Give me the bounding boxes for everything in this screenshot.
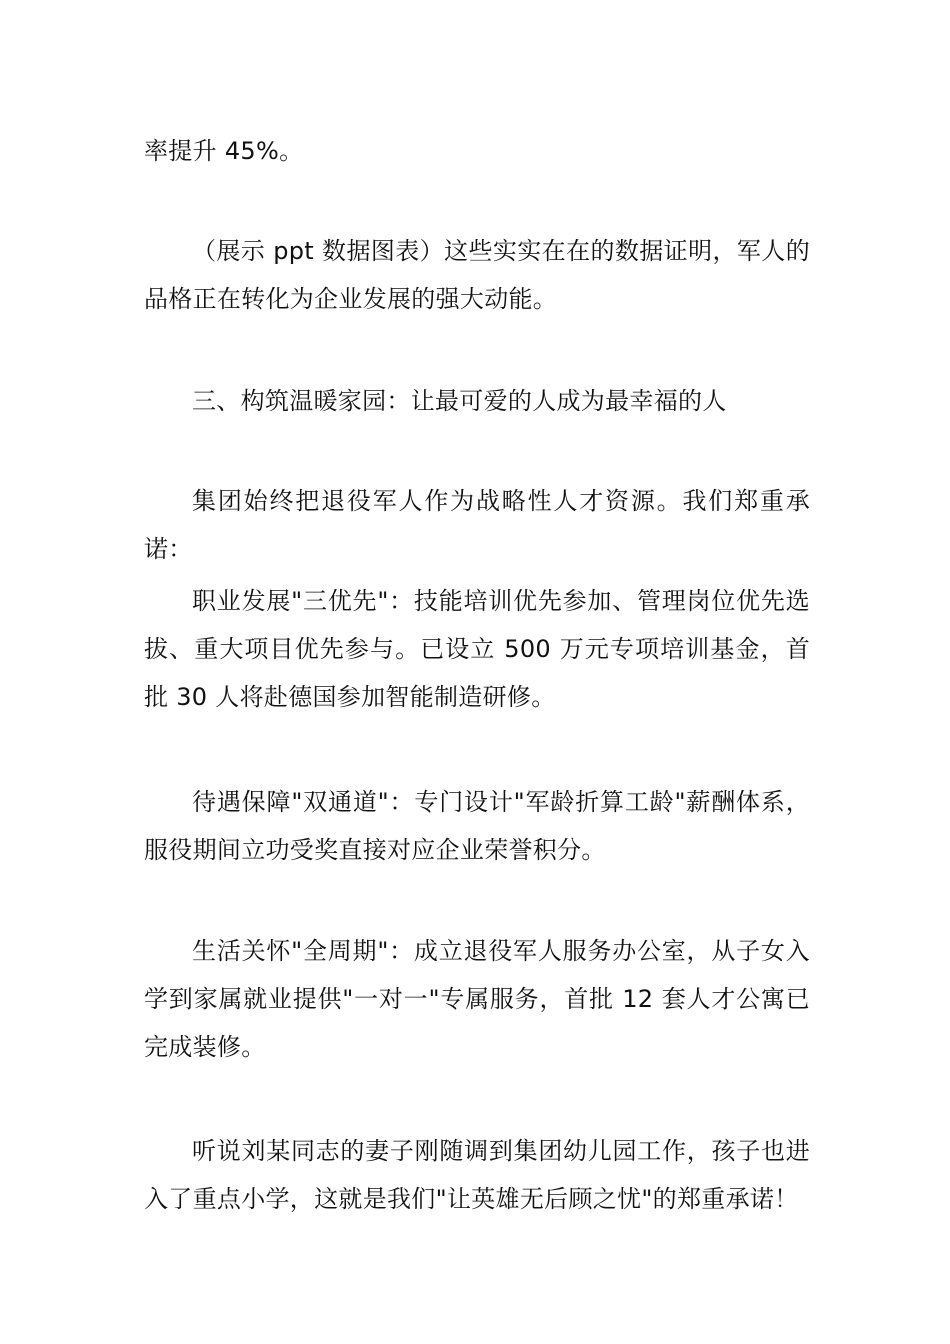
paragraph-example: 听说刘某同志的妻子刚随调到集团幼儿园工作，孩子也进入了重点小学，这就是我们"让英雄无后顾之忧"的郑重承诺！ <box>144 1137 810 1213</box>
paragraph-career-development: 职业发展"三优先"：技能培训优先参加、管理岗位优先选拔、重大项目优先参与。已设立 500 万元专项培训基金，首批 30 人将赴德国参加智能制造研修。 <box>144 587 810 711</box>
paragraph-data-proof: （展示 ppt 数据图表）这些实实在在的数据证明，军人的品格正在转化为企业发展的强大动能。 <box>144 237 810 313</box>
paragraph-compensation: 待遇保障"双通道"：专门设计"军龄折算工龄"薪酬体系，服役期间立功受奖直接对应企业荣誉积分。 <box>144 788 810 864</box>
paragraph-life-care: 生活关怀"全周期"：成立退役军人服务办公室，从子女入学到家属就业提供"一对一"专属服务，首批 12 套人才公寓已完成装修。 <box>144 937 810 1061</box>
section-heading: 三、构筑温暖家园：让最可爱的人成为最幸福的人 <box>192 387 727 415</box>
paragraph-commitment-intro: 集团始终把退役军人作为战略性人才资源。我们郑重承诺： <box>144 487 810 563</box>
paragraph-continuation: 率提升 45%。 <box>144 137 304 165</box>
